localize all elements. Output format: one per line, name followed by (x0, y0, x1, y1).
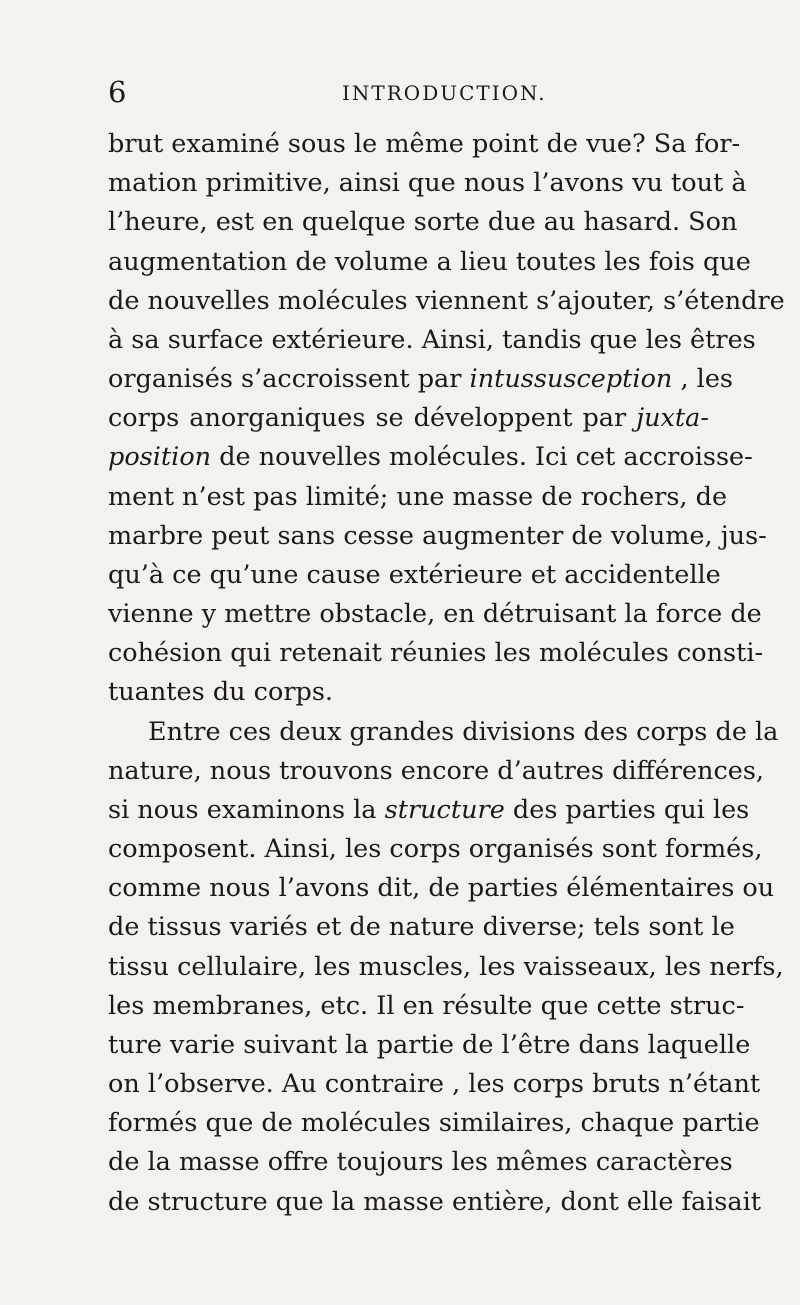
text-line: de structure que la masse entière, dont elle faisait (108, 1187, 762, 1217)
text-line: vienne y mettre obstacle, en détruisant la force de (108, 599, 762, 629)
text-line: mation primitive, ainsi que nous l’avons vu tout à (108, 168, 747, 198)
text-line: nature, nous trouvons encore d’autres différences, (108, 756, 765, 786)
page-number: 6 (108, 75, 127, 109)
text-line (108, 437, 753, 477)
page-header (108, 74, 708, 114)
text-run: organisés s’accroissent par (108, 364, 470, 394)
text-run: si nous examinons la (108, 795, 385, 825)
text-line: on l’observe. Au contraire , les corps bruts n’étant (108, 1069, 761, 1099)
text-line: brut examiné sous le même point de vue? Sa for- (108, 129, 741, 159)
running-head: INTRODUCTION. (342, 81, 547, 105)
text-line: ment n’est pas limité; une masse de rochers, de (108, 482, 728, 512)
text-line: tuantes du corps. (108, 677, 334, 707)
italic-term: intussusception (469, 364, 673, 394)
italic-term: structure (384, 795, 505, 825)
text-line: de la masse offre toujours les mêmes caractères (108, 1147, 733, 1177)
text-line: les membranes, etc. Il en résulte que cette struc- (108, 991, 745, 1021)
text-line: l’heure, est en quelque sorte due au hasard. Son (108, 207, 738, 237)
text-line: qu’à ce qu’une cause extérieure et accidentelle (108, 560, 721, 590)
text-line (108, 398, 709, 438)
text-run: , les (672, 364, 734, 394)
text-line: à sa surface extérieure. Ainsi, tandis que les êtres (108, 325, 756, 355)
text-run: des parties qui les (504, 795, 750, 825)
text-line: de tissus variés et de nature diverse; tels sont le (108, 912, 735, 942)
text-line: de nouvelles molécules viennent s’ajouter, s’étendre (108, 286, 785, 316)
text-line: augmentation de volume a lieu toutes les fois que (108, 247, 751, 277)
text-line: formés que de molécules similaires, chaque partie (108, 1108, 760, 1138)
text-line (108, 359, 734, 399)
text-line: marbre peut sans cesse augmenter de volume, jus- (108, 521, 767, 551)
text-run: de nouvelles molécules. Ici cet accroisse- (211, 442, 753, 472)
italic-term: position (108, 442, 212, 472)
text-line: tissu cellulaire, les muscles, les vaisseaux, les nerfs, (108, 952, 784, 982)
text-line: comme nous l’avons dit, de parties élémentaires ou (108, 873, 775, 903)
text-line: Entre ces deux grandes divisions des corps de la (148, 717, 779, 747)
text-line: cohésion qui retenait réunies les molécules consti- (108, 638, 764, 668)
text-line: composent. Ainsi, les corps organisés sont formés, (108, 834, 763, 864)
text-run: corps anorganiques se développent par (108, 403, 637, 433)
italic-term: juxta- (636, 403, 709, 433)
text-line: ture varie suivant la partie de l’être dans laquelle (108, 1030, 751, 1060)
text-line (108, 790, 750, 830)
